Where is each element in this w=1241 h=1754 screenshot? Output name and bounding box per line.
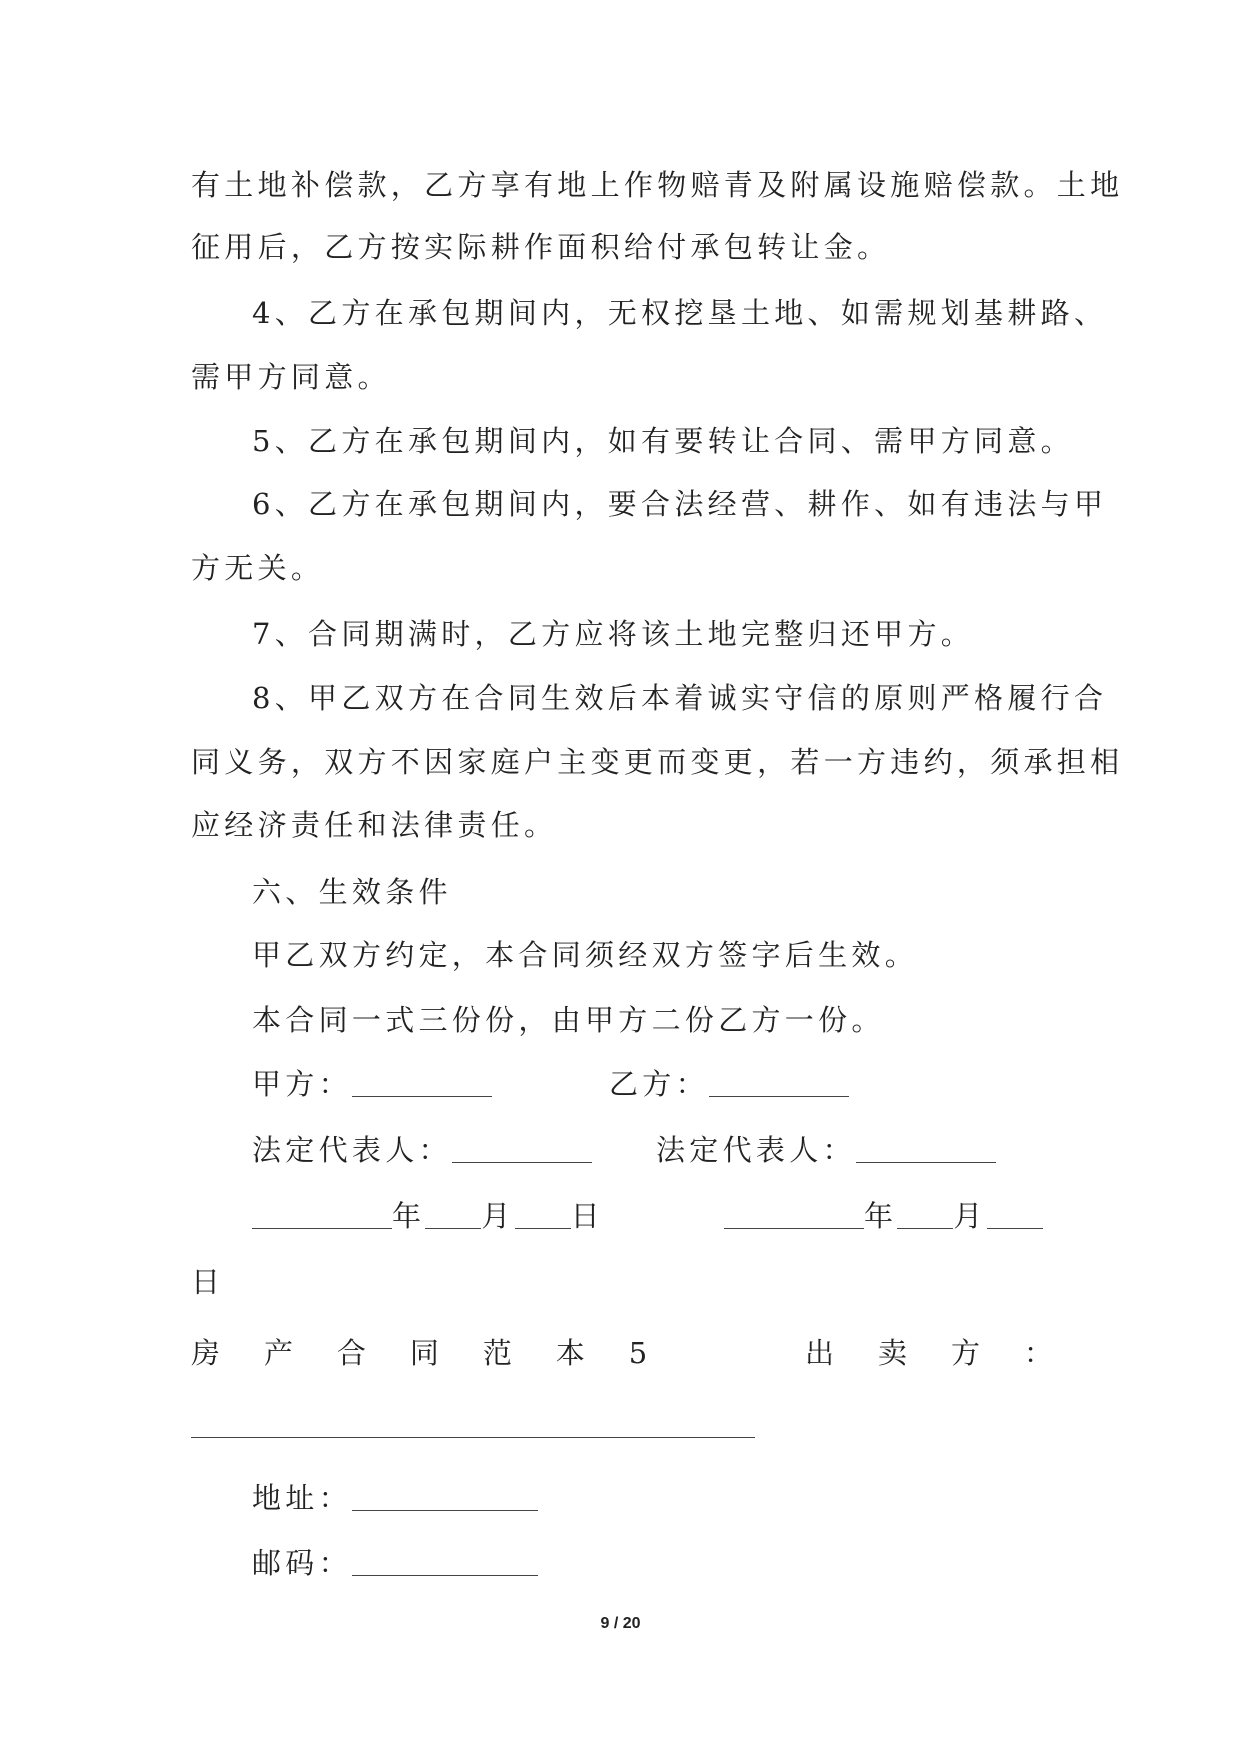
date-b-day: 日 [191, 1265, 225, 1299]
paragraph-line: 同义务，双方不因家庭户主变更而变更，若一方违约，须承担相 [191, 745, 1124, 779]
paragraph-line: 甲乙双方约定，本合同须经双方签字后生效。 [252, 938, 919, 972]
paragraph-line: 有土地补偿款，乙方享有地上作物赔青及附属设施赔偿款。土地 [191, 168, 1124, 202]
year-label: 年 [392, 1199, 426, 1233]
rep-a-label: 法定代表人： [252, 1133, 452, 1167]
clause-5: 5、乙方在承包期间内，如有要转让合同、需甲方同意。 [252, 424, 1074, 458]
seller-blank-line [191, 1437, 755, 1438]
party-b-blank [709, 1072, 849, 1097]
year-label: 年 [864, 1199, 898, 1233]
day-blank [987, 1204, 1043, 1229]
paragraph-line: 征用后，乙方按实际耕作面积给付承包转让金。 [191, 230, 891, 264]
month-blank [425, 1204, 481, 1229]
paragraph-line: 本合同一式三份份，由甲方二份乙方一份。 [252, 1003, 885, 1037]
heading-char: 房 [191, 1336, 221, 1370]
month-label: 月 [953, 1199, 987, 1233]
heading-char: 方 [950, 1336, 980, 1370]
page-number: 9 / 20 [600, 1615, 641, 1632]
heading-char [691, 1328, 761, 1378]
paragraph-line: 应经济责任和法律责任。 [191, 808, 558, 842]
party-b-label: 乙方： [609, 1067, 709, 1101]
date-a [252, 1191, 604, 1241]
clause-6: 6、乙方在承包期间内，要合法经营、耕作、如有违法与甲 [252, 487, 1108, 521]
address-label: 地址： [252, 1481, 352, 1515]
postcode-field [252, 1538, 538, 1588]
heading-char: 范 [482, 1336, 512, 1370]
date-b [724, 1191, 1043, 1241]
rep-b-label: 法定代表人： [656, 1133, 856, 1167]
heading-char: ： [1023, 1336, 1053, 1370]
clause-8: 8、甲乙双方在合同生效后本着诚实守信的原则严格履行合 [252, 681, 1108, 715]
paragraph-line: 方无关。 [191, 551, 325, 585]
rep-b-signature [656, 1125, 996, 1175]
heading-char: 卖 [878, 1336, 908, 1370]
heading-char: 同 [409, 1336, 439, 1370]
party-b-signature [609, 1059, 849, 1109]
party-a-signature [252, 1059, 492, 1109]
month-label: 月 [481, 1199, 515, 1233]
rep-b-blank [856, 1138, 996, 1163]
postcode-blank [352, 1551, 538, 1576]
month-blank [897, 1204, 953, 1229]
postcode-label: 邮码： [252, 1546, 352, 1580]
day-label: 日 [570, 1199, 604, 1233]
heading-char: 产 [263, 1336, 293, 1370]
heading-char: 合 [336, 1336, 366, 1370]
year-blank [724, 1204, 864, 1229]
section-heading: 六、生效条件 [252, 875, 452, 909]
clause-4: 4、乙方在承包期间内，无权挖垦土地、如需规划基耕路、 [252, 296, 1108, 330]
address-blank [352, 1486, 538, 1511]
rep-a-blank [452, 1138, 592, 1163]
paragraph-line: 需甲方同意。 [191, 360, 391, 394]
clause-7: 7、合同期满时，乙方应将该土地完整归还甲方。 [252, 617, 975, 651]
address-field [252, 1473, 538, 1523]
party-a-label: 甲方： [252, 1067, 352, 1101]
party-a-blank [352, 1072, 492, 1097]
heading-char: 5 [628, 1336, 648, 1370]
rep-a-signature [252, 1125, 592, 1175]
day-blank [515, 1204, 571, 1229]
year-blank [252, 1204, 392, 1229]
heading-char: 本 [555, 1336, 585, 1370]
next-contract-heading [191, 1328, 1053, 1378]
heading-char: 出 [805, 1336, 835, 1370]
